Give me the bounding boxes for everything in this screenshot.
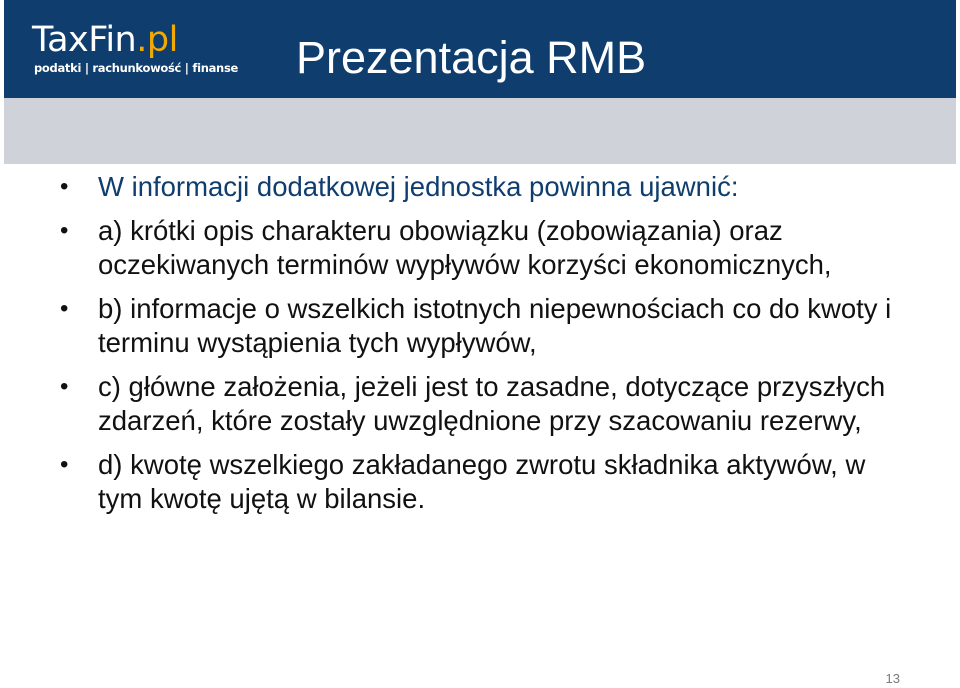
bullet-marker: • — [60, 451, 69, 478]
bullet-text: c) główne założenia, jeżeli jest to zasadne, dotyczące przyszłych zdarzeń, które zostały uwzględnione przy szacowaniu rezerwy, — [98, 371, 886, 436]
bullet-marker: • — [60, 295, 69, 322]
bullet-text: b) informacje o wszelkich istotnych niepewnościach co do kwoty i terminu wystąpienia tych wypływów, — [98, 293, 892, 358]
bullet-list — [60, 170, 910, 526]
logo-tagline: podatki | rachunkowość | finanse — [34, 61, 238, 75]
page-number: 13 — [885, 671, 900, 686]
bullet-marker: • — [60, 173, 69, 200]
bullet-item — [60, 170, 910, 204]
bullet-marker: • — [60, 217, 69, 244]
logo-domain: .pl — [136, 20, 178, 60]
bullet-item — [60, 292, 910, 360]
taxfin-logo — [32, 20, 238, 80]
logo-wordmark — [32, 20, 178, 60]
slide-title: Prezentacja RMB — [296, 32, 647, 83]
subheader-band — [4, 98, 956, 164]
bullet-marker: • — [60, 373, 69, 400]
bullet-text: W informacji dodatkowej jednostka powinna ujawnić: — [98, 171, 739, 202]
bullet-item — [60, 448, 910, 516]
header-bar — [4, 0, 956, 98]
bullet-text: a) krótki opis charakteru obowiązku (zobowiązania) oraz oczekiwanych terminów wypływów korzyści ekonomicznych, — [98, 215, 832, 280]
bullet-item — [60, 370, 910, 438]
bullet-text: d) kwotę wszelkiego zakładanego zwrotu składnika aktywów, w tym kwotę ujętą w bilansie. — [98, 449, 866, 514]
logo-name: TaxFin — [32, 20, 137, 60]
bullet-item — [60, 214, 910, 282]
